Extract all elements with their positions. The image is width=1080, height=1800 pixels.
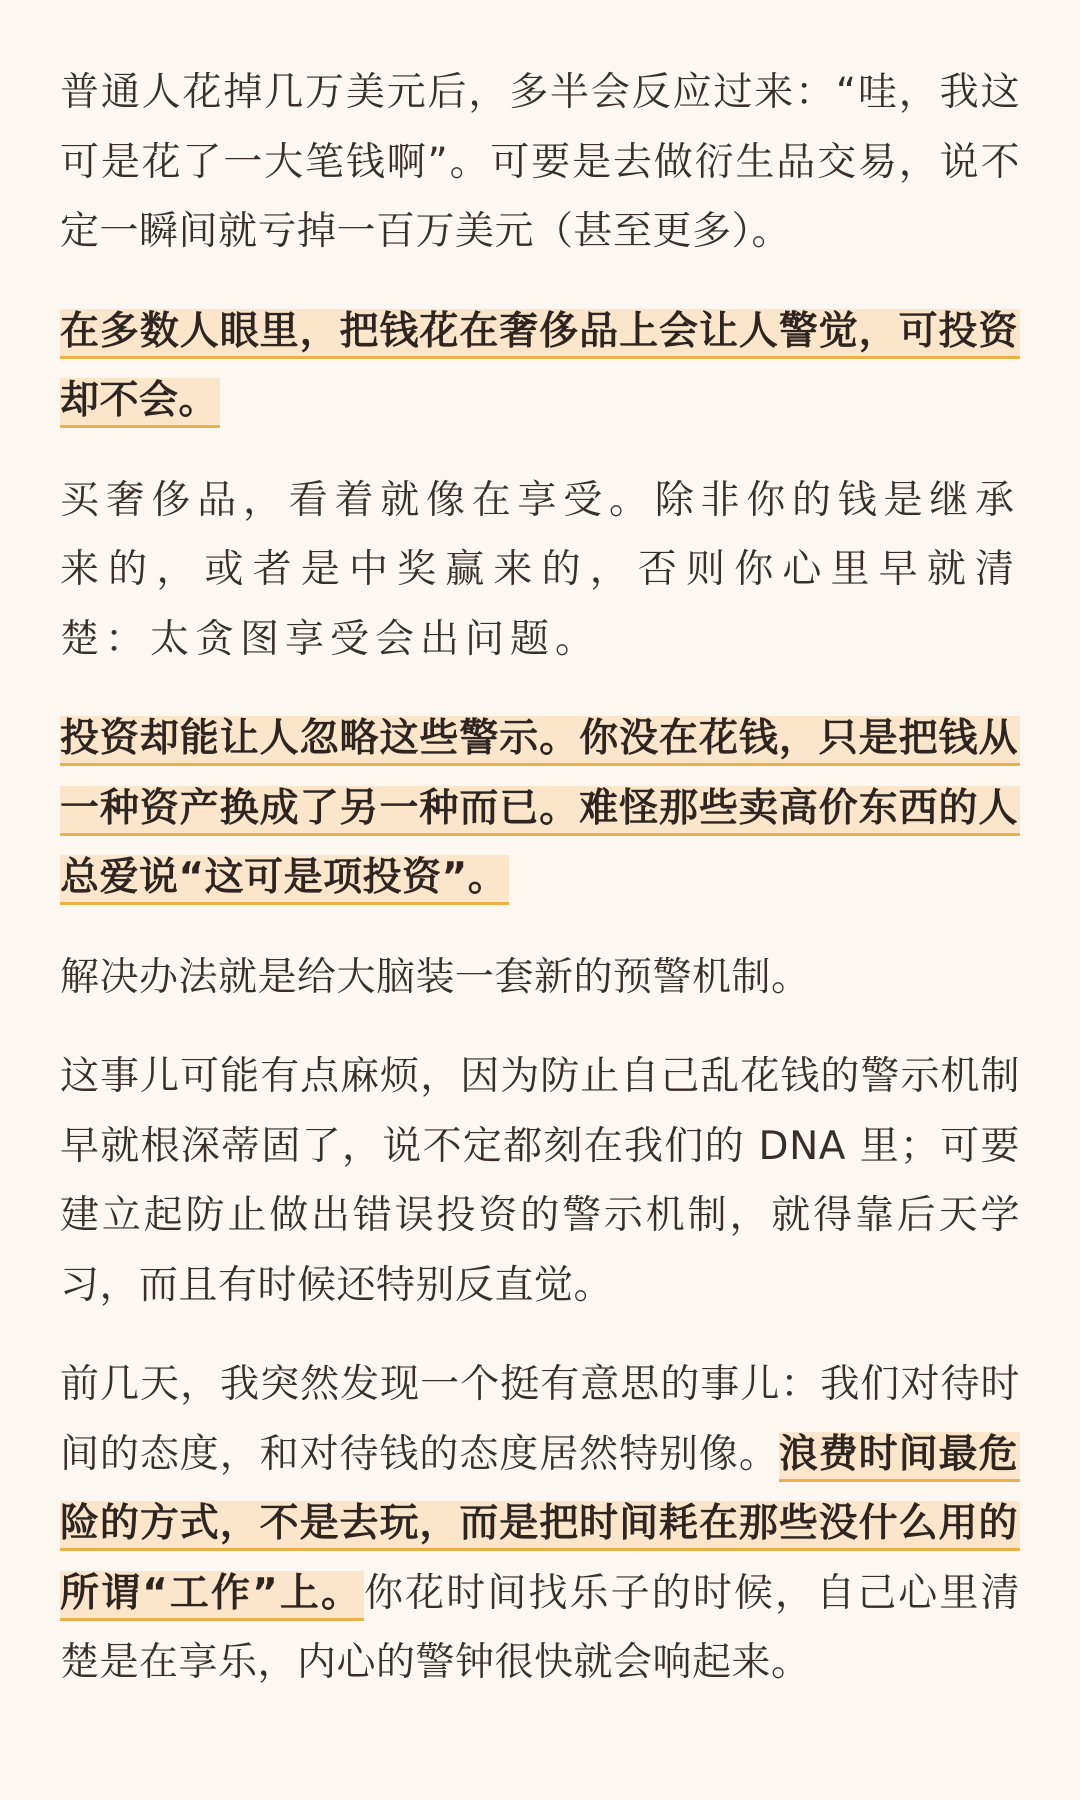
highlighted-text: 在多数人眼里，把钱花在奢侈品上会让人警觉，可投资却不会。 — [60, 309, 1020, 429]
paragraph-5 — [60, 943, 1020, 1013]
paragraph-text: 买奢侈品，看着就像在享受。除非你的钱是继承来的，或者是中奖赢来的，否则你心里早就清楚：太贪图享受会出问题。 — [60, 477, 1020, 662]
paragraph-text: 你花时间找乐子的时候，自己心里清楚是在享乐，内心的警钟很快就会响起来。 — [60, 1570, 1020, 1685]
paragraph-3 — [60, 466, 1020, 675]
highlighted-text: 浪费时间最危险的方式，不是去玩，而是把时间耗在那些没什么用的所谓“工作”上。 — [60, 1432, 1020, 1621]
paragraph-1 — [60, 58, 1020, 267]
paragraph-text: 普通人花掉几万美元后，多半会反应过来：“哇，我这可是花了一大笔钱啊”。可要是去做衍生品交易，说不定一瞬间就亏掉一百万美元（甚至更多）。 — [60, 70, 1020, 254]
paragraph-2-highlighted — [60, 297, 1020, 436]
highlighted-text: 投资却能让人忽略这些警示。你没在花钱，只是把钱从一种资产换成了另一种而已。难怪那些卖高价东西的人总爱说“这可是项投资”。 — [60, 716, 1020, 905]
paragraph-text: 这事儿可能有点麻烦，因为防止自己乱花钱的警示机制早就根深蒂固了，说不定都刻在我们的 DNA 里；可要建立起防止做出错误投资的警示机制，就得靠后天学习，而且有时候还特别反直觉。 — [60, 1054, 1020, 1308]
paragraph-text: 解决办法就是给大脑装一套新的预警机制。 — [60, 954, 811, 1000]
paragraph-text: 前几天，我突然发现一个挺有意思的事儿：我们对待时间的态度，和对待钱的态度居然特别像。 — [60, 1362, 1020, 1477]
paragraph-7 — [60, 1350, 1020, 1698]
paragraph-6 — [60, 1042, 1020, 1320]
paragraph-4-highlighted — [60, 704, 1020, 913]
